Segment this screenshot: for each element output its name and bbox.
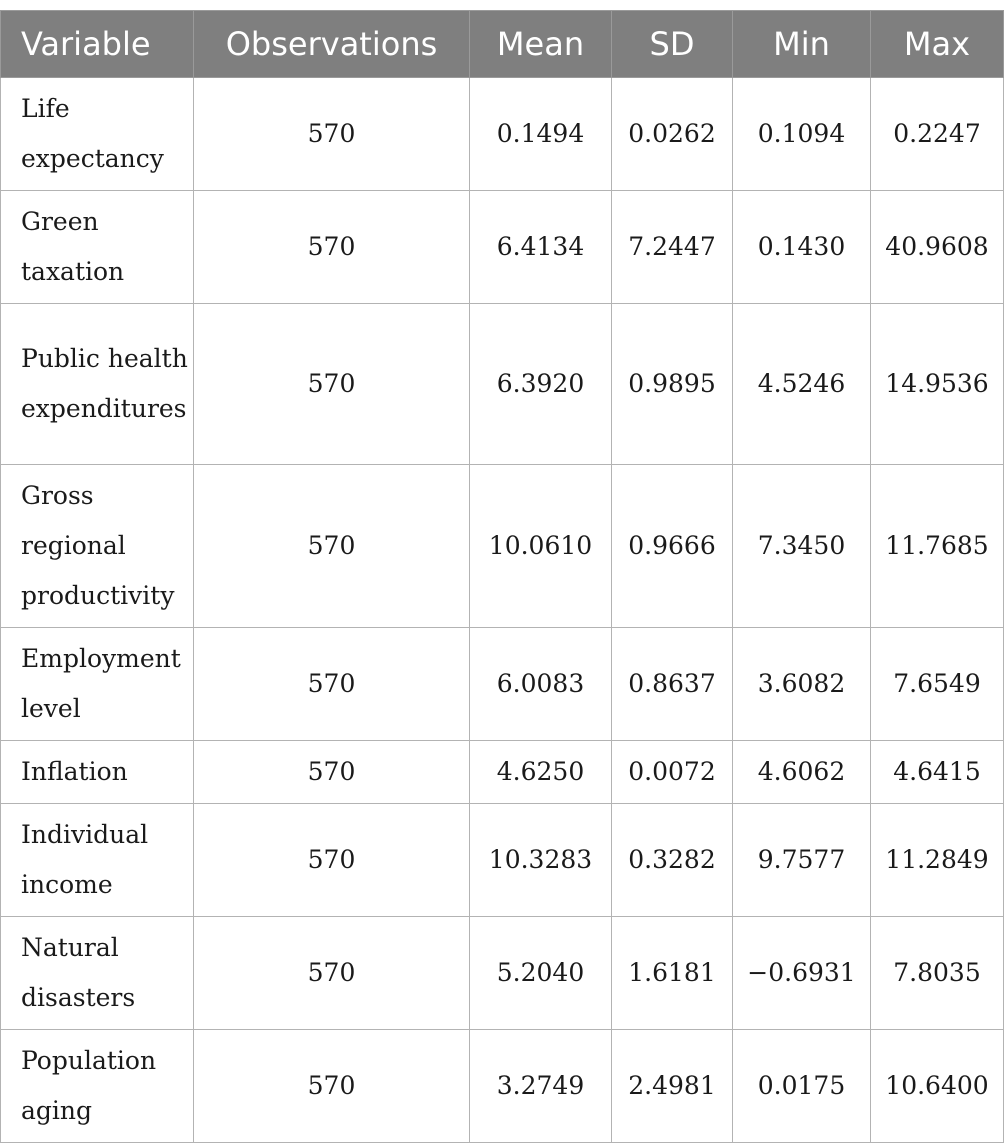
min-cell: 0.1430 bbox=[733, 191, 871, 304]
variable-cell: Employment level bbox=[1, 628, 194, 741]
mean-cell: 6.4134 bbox=[470, 191, 612, 304]
sd-cell: 7.2447 bbox=[612, 191, 733, 304]
descriptive-statistics-table bbox=[0, 10, 1004, 1143]
min-cell: 3.6082 bbox=[733, 628, 871, 741]
min-cell: 4.6062 bbox=[733, 741, 871, 804]
observations-cell: 570 bbox=[194, 917, 470, 1030]
observations-cell: 570 bbox=[194, 804, 470, 917]
observations-cell: 570 bbox=[194, 78, 470, 191]
mean-cell: 10.3283 bbox=[470, 804, 612, 917]
sd-cell: 0.3282 bbox=[612, 804, 733, 917]
max-cell: 11.7685 bbox=[871, 465, 1004, 628]
sd-cell: 0.9895 bbox=[612, 304, 733, 465]
mean-cell: 6.0083 bbox=[470, 628, 612, 741]
table-row bbox=[1, 741, 1004, 804]
min-cell: 0.0175 bbox=[733, 1030, 871, 1143]
column-header-sd: SD bbox=[612, 11, 733, 78]
column-header-max: Max bbox=[871, 11, 1004, 78]
table-row bbox=[1, 628, 1004, 741]
table-row bbox=[1, 804, 1004, 917]
sd-cell: 1.6181 bbox=[612, 917, 733, 1030]
sd-cell: 0.9666 bbox=[612, 465, 733, 628]
min-cell: 7.3450 bbox=[733, 465, 871, 628]
table-row bbox=[1, 191, 1004, 304]
min-cell: 4.5246 bbox=[733, 304, 871, 465]
mean-cell: 6.3920 bbox=[470, 304, 612, 465]
mean-cell: 5.2040 bbox=[470, 917, 612, 1030]
mean-cell: 0.1494 bbox=[470, 78, 612, 191]
sd-cell: 0.8637 bbox=[612, 628, 733, 741]
column-header-mean: Mean bbox=[470, 11, 612, 78]
column-header-variable: Variable bbox=[1, 11, 194, 78]
max-cell: 40.9608 bbox=[871, 191, 1004, 304]
variable-cell: Green taxation bbox=[1, 191, 194, 304]
sd-cell: 0.0072 bbox=[612, 741, 733, 804]
table-row bbox=[1, 917, 1004, 1030]
column-header-observations: Observations bbox=[194, 11, 470, 78]
mean-cell: 3.2749 bbox=[470, 1030, 612, 1143]
variable-cell: Inflation bbox=[1, 741, 194, 804]
min-cell: −0.6931 bbox=[733, 917, 871, 1030]
observations-cell: 570 bbox=[194, 741, 470, 804]
max-cell: 0.2247 bbox=[871, 78, 1004, 191]
max-cell: 4.6415 bbox=[871, 741, 1004, 804]
table-row bbox=[1, 304, 1004, 465]
variable-cell: Individual income bbox=[1, 804, 194, 917]
variable-cell: Life expectancy bbox=[1, 78, 194, 191]
observations-cell: 570 bbox=[194, 465, 470, 628]
table-row bbox=[1, 78, 1004, 191]
table-row bbox=[1, 465, 1004, 628]
observations-cell: 570 bbox=[194, 191, 470, 304]
max-cell: 10.6400 bbox=[871, 1030, 1004, 1143]
observations-cell: 570 bbox=[194, 628, 470, 741]
variable-cell: Natural disasters bbox=[1, 917, 194, 1030]
sd-cell: 0.0262 bbox=[612, 78, 733, 191]
min-cell: 9.7577 bbox=[733, 804, 871, 917]
header-row bbox=[1, 11, 1004, 78]
table-row bbox=[1, 1030, 1004, 1143]
variable-cell: Public health expenditures bbox=[1, 304, 194, 465]
column-header-min: Min bbox=[733, 11, 871, 78]
sd-cell: 2.4981 bbox=[612, 1030, 733, 1143]
variable-cell: Population aging bbox=[1, 1030, 194, 1143]
mean-cell: 4.6250 bbox=[470, 741, 612, 804]
observations-cell: 570 bbox=[194, 1030, 470, 1143]
max-cell: 7.6549 bbox=[871, 628, 1004, 741]
max-cell: 11.2849 bbox=[871, 804, 1004, 917]
max-cell: 14.9536 bbox=[871, 304, 1004, 465]
observations-cell: 570 bbox=[194, 304, 470, 465]
mean-cell: 10.0610 bbox=[470, 465, 612, 628]
min-cell: 0.1094 bbox=[733, 78, 871, 191]
variable-cell: Gross regional productivity bbox=[1, 465, 194, 628]
max-cell: 7.8035 bbox=[871, 917, 1004, 1030]
